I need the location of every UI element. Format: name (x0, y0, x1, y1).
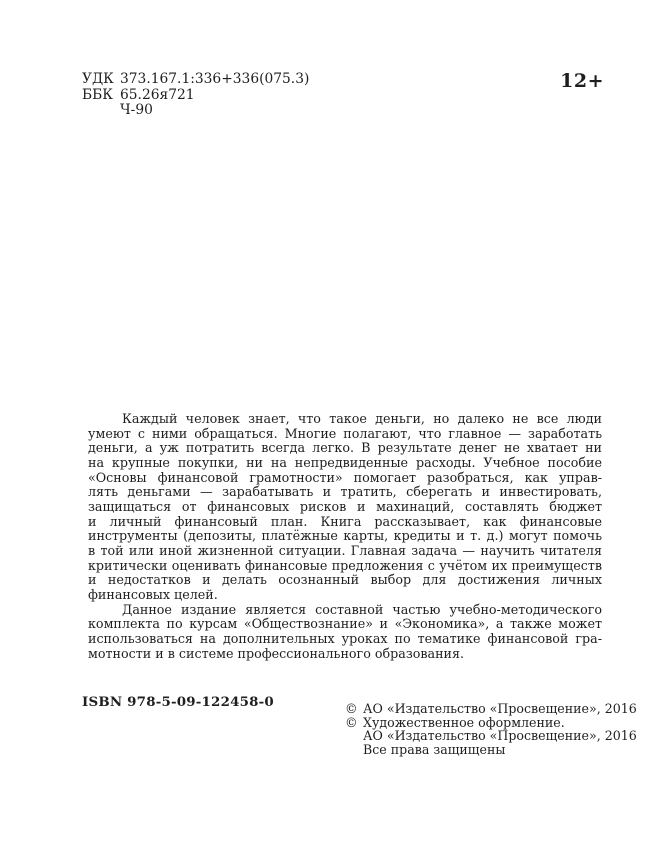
author-code: Ч-90 (120, 102, 153, 118)
annotation-line: лять деньгами — зарабатывать и тратить, сберегать и инвестировать, (88, 484, 602, 500)
copyright-symbol (345, 729, 363, 743)
annotation-line: комплекта по курсам «Обществознание» и «Экономика», а также может (88, 616, 602, 632)
annotation-line: защищаться от финансовых рисков и махинаций, составлять бюджет (88, 498, 602, 514)
copyright-line (345, 702, 637, 716)
annotation-line: и недостатков и делать осознанный выбор для достижения личных (88, 572, 602, 588)
author-code-row (82, 103, 309, 119)
copyright-symbol: © (345, 714, 358, 730)
copyright-text: Все права защищены (363, 741, 506, 757)
udk-value: 373.167.1:336+336(075.3) (120, 71, 310, 87)
age-rating-badge: 12+ (560, 70, 604, 92)
annotation-line: деньги, а уж потратить всегда легко. В результате денег не хватает ни (88, 440, 602, 456)
annotation-line: Каждый человек знает, что такое деньги, но далеко не все люди (122, 412, 602, 426)
bbk-row (82, 88, 309, 104)
annotation-line: финансовых целей. (88, 586, 218, 602)
udk-label: УДК (82, 71, 114, 87)
bibliographic-header (82, 72, 309, 119)
annotation-line: инструменты (депозиты, платёжные карты, кредиты и т. д.) могут помочь (88, 528, 602, 544)
annotation-line: «Основы финансовой грамотности» помогает разобраться, как управ- (88, 469, 602, 485)
annotation-line: мотности и в системе профессионального образования. (88, 645, 465, 661)
annotation-line: в той или иной жизненной ситуации. Главная задача — научить читателя (88, 542, 602, 558)
copyright-block (345, 702, 637, 756)
udk-row (82, 72, 309, 88)
annotation-line: критически оценивать финансовые предложения с учётом их преимуществ (88, 557, 602, 573)
annotation-line: использоваться на дополнительных уроках по тематике финансовой гра- (88, 630, 602, 646)
annotation-line: умеют с ними обращаться. Многие полагают, что главное — заработать (88, 425, 602, 441)
annotation-line: Данное издание является составной частью учебно-методического (122, 601, 602, 617)
copyright-line (345, 716, 637, 730)
copyright-symbol (345, 743, 363, 757)
copyright-line (345, 729, 637, 743)
annotation-line: на крупные покупки, ни на непредвиденные расходы. Учебное пособие (88, 454, 602, 470)
copyright-text: Художественное оформление. (363, 714, 565, 730)
copyright-text: АО «Издательство «Просвещение», 2016 (363, 701, 637, 716)
isbn: ISBN 978-5-09-122458-0 (82, 694, 274, 710)
annotation-line: и личный финансовый план. Книга рассказывает, как финансовые (88, 513, 602, 529)
copyright-line (345, 743, 637, 757)
copyright-text: АО «Издательство «Просвещение», 2016 (363, 728, 637, 744)
copyright-symbol: © (345, 701, 358, 716)
bbk-value: 65.26я721 (120, 86, 195, 103)
annotation-text (88, 412, 602, 661)
bbk-label: ББК (82, 86, 113, 103)
